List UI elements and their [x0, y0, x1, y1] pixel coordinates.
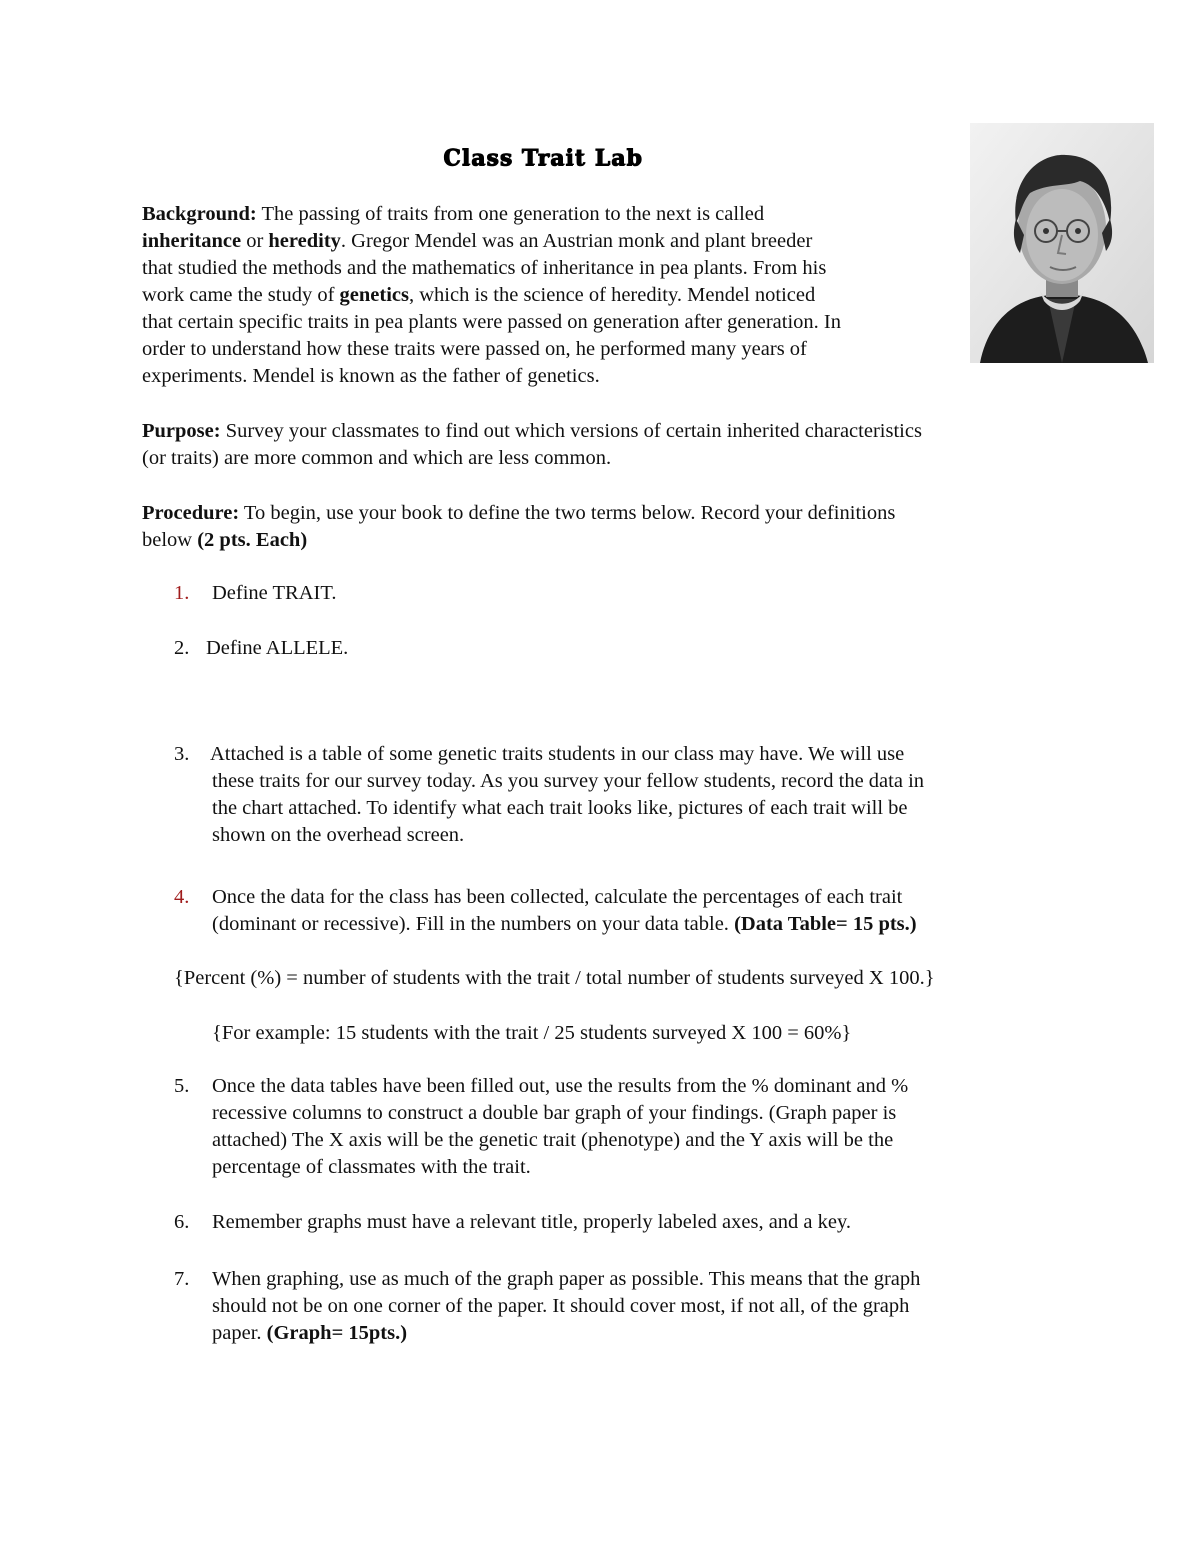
- list-item: [174, 580, 1074, 610]
- item-number: 3.: [174, 743, 190, 765]
- list-item: [174, 884, 1074, 944]
- procedure-points: (2 pts. Each): [197, 529, 308, 551]
- item-text: Define TRAIT.: [212, 582, 337, 604]
- background-text: . Gregor Mendel was an Austrian monk and plant breeder: [340, 230, 813, 252]
- list-item: [174, 635, 1074, 665]
- item-text: should not be on one corner of the paper. It should cover most, if not all, of the graph: [212, 1295, 910, 1317]
- list-item: [174, 741, 1074, 851]
- item-text: shown on the overhead screen.: [212, 824, 465, 846]
- background-label: Background:: [142, 203, 257, 225]
- item-text: Remember graphs must have a relevant title, properly labeled axes, and a key.: [212, 1211, 852, 1233]
- background-paragraph: [142, 201, 841, 390]
- item-text: Once the data tables have been filled out, use the results from the % dominant and %: [212, 1075, 909, 1097]
- item-number: 7.: [174, 1268, 190, 1290]
- item-text: these traits for our survey today. As you survey your fellow students, record the data in: [212, 770, 925, 792]
- purpose-text: Survey your classmates to find out which versions of certain inherited characteristics: [220, 420, 922, 442]
- item-text: (dominant or recessive). Fill in the numbers on your data table.: [212, 913, 735, 935]
- item-text: percentage of classmates with the trait.: [212, 1156, 531, 1178]
- purpose-text: (or traits) are more common and which are less common.: [142, 447, 612, 469]
- term-genetics: genetics: [339, 284, 409, 306]
- background-text: , which is the science of heredity. Mendel noticed: [409, 284, 816, 306]
- background-text: that certain specific traits in pea plants were passed on generation after generation. In: [142, 311, 841, 333]
- graph-points: (Graph= 15pts.): [266, 1322, 408, 1344]
- background-text: work came the study of: [142, 284, 340, 306]
- item-number: 5.: [174, 1075, 190, 1097]
- background-text: The passing of traits from one generation to the next is called: [256, 203, 765, 225]
- item-number: 1.: [174, 582, 190, 604]
- percent-formula: {Percent (%) = number of students with the trait / total number of students surveyed X 100.}: [174, 967, 935, 989]
- list-item: [174, 1073, 1074, 1183]
- purpose-label: Purpose:: [142, 420, 221, 442]
- list-item: [174, 1209, 1074, 1239]
- data-table-points: (Data Table= 15 pts.): [734, 913, 917, 935]
- page-title: Class Trait Lab: [443, 145, 643, 171]
- procedure-paragraph: [142, 500, 895, 554]
- term-heredity: heredity: [268, 230, 341, 252]
- percent-example: {For example: 15 students with the trait / 25 students surveyed X 100 = 60%}: [212, 1022, 852, 1044]
- item-text: Once the data for the class has been collected, calculate the percentages of each trait: [212, 886, 903, 908]
- item-text: the chart attached. To identify what each trait looks like, pictures of each trait will be: [212, 797, 908, 819]
- procedure-text: To begin, use your book to define the two terms below. Record your definitions: [239, 502, 896, 524]
- item-number: 6.: [174, 1211, 190, 1233]
- item-text: When graphing, use as much of the graph paper as possible. This means that the graph: [212, 1268, 921, 1290]
- term-inheritance: inheritance: [142, 230, 242, 252]
- background-text: order to understand how these traits were passed on, he performed many years of: [142, 338, 807, 360]
- background-text: or: [241, 230, 269, 252]
- item-text: paper.: [212, 1322, 267, 1344]
- mendel-portrait: [970, 123, 1154, 363]
- item-text: recessive columns to construct a double bar graph of your findings. (Graph paper is: [212, 1102, 897, 1124]
- item-text: attached) The X axis will be the genetic trait (phenotype) and the Y axis will be the: [212, 1129, 894, 1151]
- purpose-paragraph: [142, 418, 922, 472]
- item-number: 2.: [174, 637, 190, 659]
- procedure-text: below: [142, 529, 198, 551]
- item-text: Define ALLELE.: [206, 637, 349, 659]
- item-number: 4.: [174, 886, 190, 908]
- item-text: Attached is a table of some genetic traits students in our class may have. We will use: [210, 743, 905, 765]
- list-item: [174, 1266, 1074, 1351]
- procedure-label: Procedure:: [142, 502, 240, 524]
- background-text: experiments. Mendel is known as the father of genetics.: [142, 365, 600, 387]
- background-text: that studied the methods and the mathematics of inheritance in pea plants. From his: [142, 257, 827, 279]
